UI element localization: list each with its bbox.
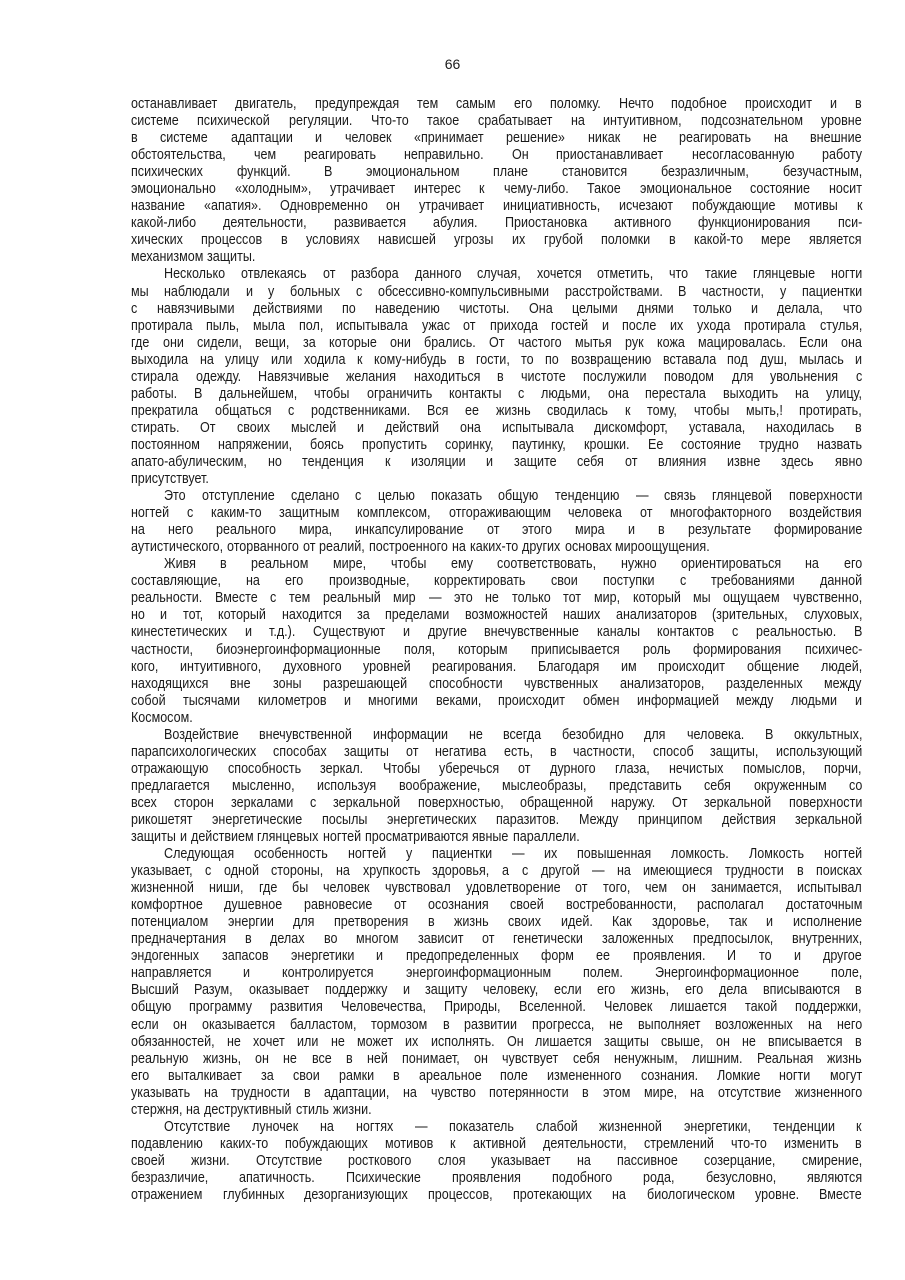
text-line: аутистического, оторванного от реалий, построенного на каких-то других основах мироощущения.: [131, 539, 711, 556]
text-line: название «апатия». Одновременно он утрачивает инициативность, исчезают побуждающие мотивы к: [131, 198, 863, 215]
paragraph: [131, 488, 862, 556]
paragraph: [131, 846, 862, 1119]
text-line: где они сидели, вещи, за которые они брались. От частого мытья рук кожа мацировалась. Если она: [131, 334, 862, 351]
text-line: Воздействие внечувственной информации не всегда безобидно для человека. В оккультных,: [164, 726, 862, 743]
text-line: Космосом.: [131, 709, 193, 726]
text-line: общую программу развития Человечества, Природы, Вселенной. Человек лишается такой поддержки,: [131, 999, 862, 1016]
document-body: [131, 96, 862, 1204]
paragraph: [131, 1119, 862, 1204]
text-line: парапсихологических способах защиты от негатива есть, в частности, способ защиты, использующий: [131, 743, 862, 760]
paragraph: [131, 266, 862, 488]
text-line: стирала одежду. Навязчивые желания находиться в чистоте послужили поводом для увольнения с: [131, 368, 862, 385]
text-line: предначертания в делах во многом зависит от генетически заложенных предпосылок, внутренних,: [131, 931, 862, 948]
text-line: рикошетят энергетические посылы энергетических паразитов. Между принципом действия зеркальной: [131, 811, 862, 828]
text-line: Это отступление сделано с целью показать общую тенденцию — связь глянцевой поверхности: [164, 488, 862, 505]
text-line: мы наблюдали и у больных с обсессивно-компульсивными расстройствами. В частности, у пациентки: [131, 283, 862, 300]
text-line: механизмом защиты.: [131, 249, 256, 266]
text-line: работы. В дальнейшем, чтобы ограничить контакты с людьми, она перестала выходить на улицу,: [131, 385, 862, 402]
text-line: Высший Разум, оказывает поддержку и защиту человеку, если его жизнь, его дела вписываются в: [131, 982, 862, 999]
text-line: если он оказывается балластом, тормозом в развитии прогресса, не выполняет возложенных на него: [131, 1016, 862, 1033]
text-line: кого, интуитивного, духовного уровней реагирования. Благодаря им происходит общение людей,: [131, 658, 862, 675]
text-line: реальности. Вместе с тем реальный мир — это не только тот мир, который мы ощущаем чувственно,: [131, 590, 862, 607]
text-line: его выталкивает за свои рамки в ареальное поле измененного сознания. Ломкие ногти могут: [131, 1067, 862, 1084]
text-line: апато-абулическим, но тенденция к изоляции и защите себя от влияния извне здесь явно: [131, 453, 862, 470]
paragraph: [131, 556, 862, 726]
text-line: жизненной ниши, где бы человек чувствовал удовлетворение от того, чем он занимается, испытывал: [131, 880, 862, 897]
text-line: направляется и контролируется энергоинформационным полем. Энергоинформационное поле,: [131, 965, 863, 982]
text-line: своей жизни. Отсутствие росткового слоя указывает на пассивное созерцание, смирение,: [131, 1152, 862, 1169]
text-line: с навязчивыми действиями по наведению чистоты. Она целыми днями только и делала, что: [131, 300, 862, 317]
text-line: реальную жизнь, он не все в ней понимает, он чувствует себя ненужным, лишним. Реальная жизнь: [131, 1050, 862, 1067]
text-line: выходила на улицу или ходила к кому-нибудь в гости, то по возвращению вставала под душ, мылась и: [131, 351, 862, 368]
text-line: присутствует.: [131, 471, 209, 488]
paragraph: [131, 96, 862, 266]
text-line: комфортное душевное равновесие от осознания своей востребованности, располагал достаточным: [131, 897, 862, 914]
text-line: всех сторон зеркалами с зеркальной поверхностью, обращенной наружу. От зеркальной поверхности: [131, 794, 863, 811]
text-line: отражающую способность зеркал. Чтобы уберечься от дурного глаза, нечистых помыслов, порчи,: [131, 760, 862, 777]
text-line: частности, биоэнергоинформационные поля, которым приписывается роль формирования психичес-: [131, 641, 863, 658]
text-line: ногтей с каким-то защитным комплексом, отгораживающим человека от многофакторного воздействия: [131, 505, 862, 522]
text-line: стирать. От своих мыслей и действий она испытывала дискомфорт, уставала, находилась в: [131, 419, 862, 436]
text-line: останавливает двигатель, предупреждая тем самым его поломку. Нечто подобное происходит и в: [131, 96, 862, 112]
text-line: но и тот, который находится за пределами возможностей наших анализаторов (зрительных, слуховых,: [131, 607, 863, 624]
text-line: постоянном напряжении, боясь пропустить соринку, паутинку, крошки. Ее состояние трудно назвать: [131, 436, 862, 453]
text-line: протирала пыль, мыла пол, испытывала ужас от прихода гостей и после их ухода протирала стулья,: [131, 317, 862, 334]
text-line: отражением глубинных дезорганизующих процессов, протекающих на биологическом уровне. Вместе: [131, 1187, 862, 1203]
text-line: на него реального мира, инкапсулирование от этого мира и в результате формирование: [131, 522, 862, 539]
text-line: находящихся вне зоны разрешающей способности чувственных анализаторов, разделенных между: [131, 675, 862, 692]
text-line: собой тысячами километров и многими веками, происходит обмен информацией между людьми и: [131, 692, 862, 709]
paragraph: [131, 727, 862, 846]
text-line: Живя в реальном мире, чтобы ему соответствовать, нужно ориентироваться на его: [164, 556, 862, 573]
text-line: Следующая особенность ногтей у пациентки — их повышенная ломкость. Ломкость ногтей: [164, 846, 862, 863]
text-line: системе психической регуляции. Что-то такое срабатывает на интуитивном, подсознательном уровне: [131, 113, 862, 130]
text-line: прекратила общаться с родственниками. Вся ее жизнь сводилась к тому, чтобы мыть,! протирать,: [131, 402, 862, 419]
text-line: обстоятельства, чем реагировать неправильно. Он приостанавливает несогласованную работу: [131, 147, 862, 164]
text-line: подавлению каких-то побуждающих мотивов к активной деятельности, стремлений что-то изменить в: [131, 1135, 862, 1152]
text-line: указывает, с одной стороны, на хрупкость здоровья, а с другой — на имеющиеся трудности в поисках: [131, 863, 862, 880]
text-line: эндогенных запасов энергетики и предопределенных форм ее проявления. И то и другое: [131, 948, 862, 965]
text-line: предлагается мысленно, используя воображение, мыслеобразы, представить себя окруженным со: [131, 777, 863, 794]
text-line: защиты и действием глянцевых ногтей просматриваются явные параллели.: [131, 829, 580, 846]
text-line: кинестетических и т.д.). Существуют и другие внечувственные каналы контактов с реальностью. В: [131, 624, 862, 641]
text-line: хических процессов в условиях нависшей угрозы их грубой поломки в какой-то мере является: [131, 232, 862, 249]
text-line: обязанностей, не хочет или не может их исполнять. Он лишается защиты свыше, он не вписывается в: [131, 1033, 862, 1050]
page-number: 66: [444, 56, 461, 72]
text-line: стержня, на деструктивный стиль жизни.: [131, 1101, 372, 1118]
text-line: безразличие, апатичность. Психические проявления подобного рода, безусловно, являются: [131, 1169, 862, 1186]
text-line: психических функций. В эмоциональном плане становится безразличным, безучастным,: [131, 164, 863, 181]
text-line: Отсутствие луночек на ногтях — показатель слабой жизненной энергетики, тенденции к: [164, 1118, 862, 1135]
text-line: указывать на трудности в адаптации, на чувство потерянности в этом мире, на отсутствие жизненного: [131, 1084, 862, 1101]
text-line: потенциалом энергии для претворения в жизнь своих идей. Как здоровье, так и исполнение: [131, 914, 862, 931]
text-line: в системе адаптации и человек «принимает решение» никак не реагировать на внешние: [131, 130, 863, 147]
text-line: эмоционально «холодным», утрачивает интерес к чему-либо. Такое эмоциональное состояние носит: [131, 181, 862, 198]
text-line: какой-либо деятельности, развивается абулия. Приостановка активного функционирования пси-: [131, 215, 863, 232]
text-line: Несколько отвлекаясь от разбора данного случая, хочется отметить, что такие глянцевые ногти: [164, 266, 862, 283]
text-line: составляющие, на его производные, корректировать свои поступки с требованиями данной: [131, 573, 862, 590]
